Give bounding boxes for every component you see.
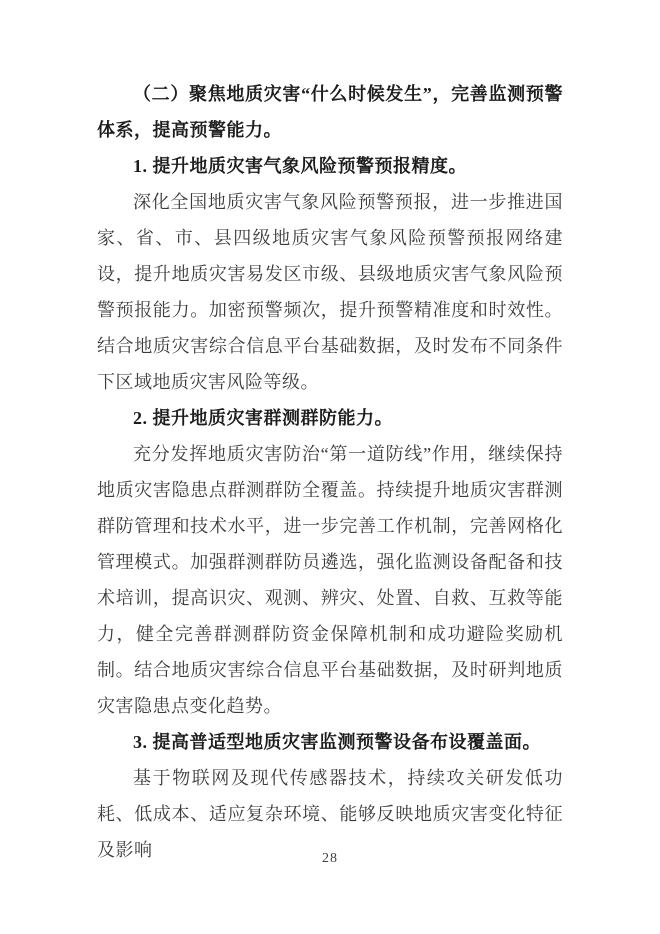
section-heading: （二）聚焦地质灾害“什么时候发生”，完善监测预警体系，提高预警能力。 <box>97 84 563 140</box>
paragraph-3: 基于物联网及现代传感器技术，持续攻关研发低功耗、低成本、适应复杂环境、能够反映地质灾害变化特征及影响 <box>97 768 563 860</box>
subsection-heading-1: 1. 提升地质灾害气象风险预警预报精度。 <box>133 156 467 176</box>
page-number: 28 <box>322 851 338 866</box>
subsection-heading-3: 3. 提高普适型地质灾害监测预警设备布设覆盖面。 <box>133 732 541 752</box>
document-text-block <box>97 76 563 868</box>
paragraph-1: 深化全国地质灾害气象风险预警预报，进一步推进国家、省、市、县四级地质灾害气象风险预警预报网络建设，提升地质灾害易发区市级、县级地质灾害气象风险预警预报能力。加密预警频次，提升预警精准度和时效性。结合地质灾害综合信息平台基础数据，及时发布不同条件下区域地质灾害风险等级。 <box>97 192 563 392</box>
subsection-heading-2: 2. 提升地质灾害群测群防能力。 <box>133 408 393 428</box>
paragraph-2: 充分发挥地质灾害防治“第一道防线”作用，继续保持地质灾害隐患点群测群防全覆盖。持续提升地质灾害群测群防管理和技术水平，进一步完善工作机制，完善网格化管理模式。加强群测群防员遴选，强化监测设备配备和技术培训，提高识灾、观测、辨灾、处置、自救、互救等能力，健全完善群测群防资金保障机制和成功避险奖励机制。结合地质灾害综合信息平台基础数据，及时研判地质灾害隐患点变化趋势。 <box>97 444 563 716</box>
